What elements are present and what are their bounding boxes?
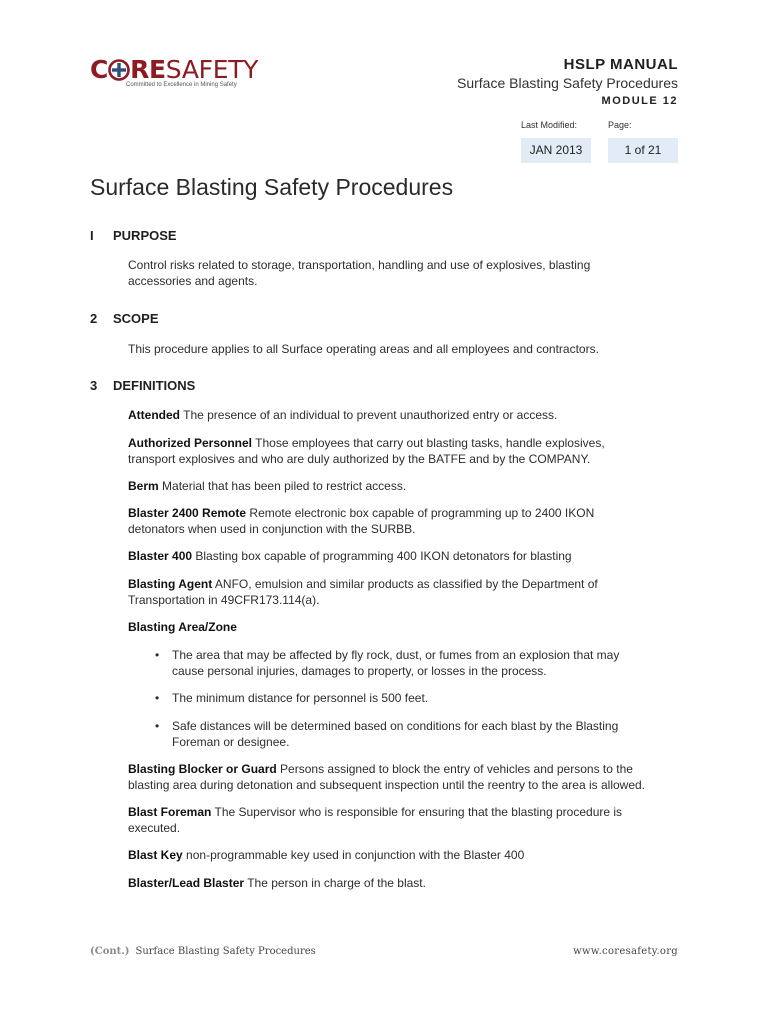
section-title: SCOPE: [113, 311, 159, 326]
footer-website-link[interactable]: www.coresafety.org: [573, 946, 678, 957]
definition-attended: [128, 407, 650, 423]
manual-subtitle: Surface Blasting Safety Procedures: [456, 75, 678, 91]
definition-term: Blaster 400: [128, 549, 193, 563]
logo-tagline: Committed to Excellence in Mining Safety: [126, 82, 237, 88]
section-purpose-heading: [90, 228, 650, 244]
manual-header: [457, 56, 678, 109]
section-title: DEFINITIONS: [113, 378, 196, 393]
section-definitions-heading: [90, 378, 650, 394]
definition-term: Blaster/Lead Blaster: [128, 876, 245, 890]
bullet-text: Safe distances will be determined based on conditions for each blast by the Blasting Foreman or designee.: [172, 719, 619, 749]
document-title: Surface Blasting Safety Procedures: [90, 174, 454, 200]
definition-text: Blasting box capable of programming 400 IKON detonators for blasting: [195, 549, 572, 563]
section-number: 2: [90, 311, 98, 326]
definition-term: Attended: [128, 408, 180, 422]
definition-text: The person in charge of the blast.: [247, 876, 426, 890]
definition-berm: [128, 478, 650, 494]
definition-text: non-programmable key used in conjunction with the Blaster 400: [186, 848, 525, 862]
definition-authorized-personnel: [128, 435, 650, 467]
definition-term: Blast Foreman: [128, 805, 212, 819]
definition-blaster-400: [128, 548, 650, 564]
bullet-icon: •: [155, 691, 160, 705]
footer-title: Surface Blasting Safety Procedures: [135, 946, 316, 957]
definition-term: Authorized Personnel: [128, 436, 253, 450]
definition-blasting-agent: [128, 576, 650, 608]
bullet-text: The area that may be affected by fly rock, dust, or fumes from an explosion that may cause personal injuries, damages to property, or losses in the process.: [172, 648, 620, 678]
logo-wordmark: [90, 56, 258, 84]
section-title: PURPOSE: [113, 228, 177, 243]
definition-blast-foreman: [128, 804, 650, 836]
bullet-icon: •: [155, 648, 160, 662]
definition-text: ANFO, emulsion and similar products as classified by the Department of Transportation in 49CFR173.114(a).: [128, 577, 598, 607]
bullet-text: The minimum distance for personnel is 500 feet.: [172, 691, 429, 705]
scope-text: This procedure applies to all Surface operating areas and all employees and contractors.: [128, 342, 599, 356]
definition-blasting-area-zone: [128, 619, 650, 635]
definition-text: Those employees that carry out blasting tasks, handle explosives, transport explosives and who are duly authorized by the BATFE and by the COMPANY.: [128, 436, 605, 466]
continued-label: (Cont.): [90, 946, 130, 957]
blasting-area-bullet-list: [155, 647, 650, 750]
definition-text: The presence of an individual to prevent unauthorized entry or access.: [183, 408, 558, 422]
purpose-text: Control risks related to storage, transportation, handling and use of explosives, blasting accessories and agents.: [128, 258, 591, 288]
definition-blaster-2400-remote: [128, 505, 650, 537]
definition-term: Blasting Blocker or Guard: [128, 762, 277, 776]
definition-term: Blasting Agent: [128, 577, 213, 591]
section-scope-heading: [90, 311, 650, 327]
footer-left: [90, 946, 316, 957]
logo-letters-re: RE: [130, 55, 166, 84]
page-label: Page:: [608, 120, 632, 130]
definition-blasting-blocker: [128, 761, 650, 793]
last-modified-label: Last Modified:: [521, 120, 578, 130]
definition-text: Remote electronic box capable of programming up to 2400 IKON detonators when used in conjunction with the SURBB.: [128, 506, 595, 536]
module-label: MODULE 12: [601, 95, 678, 107]
bullet-icon: •: [155, 719, 160, 733]
list-item: [155, 647, 650, 679]
logo-letter-c: C: [90, 55, 109, 84]
list-item: [155, 690, 650, 706]
definition-blast-key: [128, 847, 650, 863]
last-modified-value: JAN 2013: [521, 138, 591, 163]
definition-text: Persons assigned to block the entry of vehicles and persons to the blasting area during detonation and subsequent inspection until the reentry to the area is allowed.: [128, 762, 646, 792]
definition-term: Blaster 2400 Remote: [128, 506, 247, 520]
definition-lead-blaster: [128, 875, 650, 891]
definition-term: Blasting Area/Zone: [128, 620, 237, 634]
definition-term: Berm: [128, 479, 159, 493]
list-item: [155, 718, 650, 750]
definition-text: Material that has been piled to restrict access.: [162, 479, 407, 493]
section-number: 3: [90, 378, 98, 393]
page-number-value: 1 of 21: [608, 138, 678, 163]
cross-circle-icon: [108, 59, 130, 81]
definition-text: The Supervisor who is responsible for ensuring that the blasting procedure is executed.: [128, 805, 623, 835]
definition-term: Blast Key: [128, 848, 183, 862]
coresafety-logo: [90, 56, 258, 88]
manual-title: HSLP MANUAL: [563, 56, 678, 73]
section-number: I: [90, 228, 94, 243]
logo-safety: SAFETY: [165, 55, 259, 84]
document-body: [90, 228, 650, 891]
